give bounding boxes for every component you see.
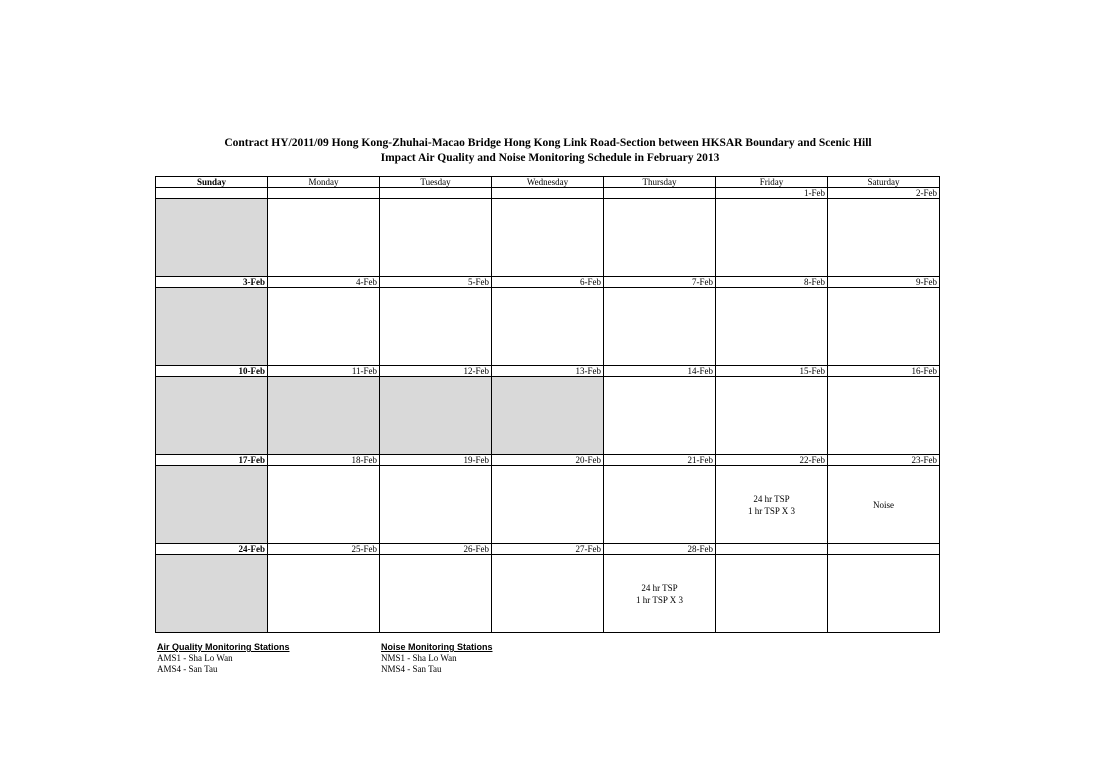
day-cell (604, 377, 716, 454)
day-cell (268, 199, 380, 276)
day-cell (604, 288, 716, 365)
weekday-header-thursday: Thursday (604, 177, 716, 188)
date-label: 8-Feb (716, 277, 828, 288)
weekday-header-friday: Friday (716, 177, 828, 188)
date-label: 17-Feb (156, 455, 268, 466)
schedule-note: 24 hr TSP (753, 493, 790, 504)
day-cell (268, 288, 380, 365)
date-label (492, 188, 604, 199)
day-cell (716, 555, 828, 632)
date-label: 14-Feb (604, 366, 716, 377)
day-cell (268, 555, 380, 632)
date-label: 27-Feb (492, 544, 604, 555)
date-label: 28-Feb (604, 544, 716, 555)
day-cell (268, 466, 380, 543)
weekday-header-saturday: Saturday (828, 177, 939, 188)
day-cell (604, 199, 716, 276)
air-quality-legend (157, 642, 290, 675)
day-cell (828, 199, 939, 276)
noise-legend (381, 642, 493, 675)
week-body-row (156, 466, 939, 544)
date-label: 16-Feb (828, 366, 939, 377)
noise-station-item: NMS4 - San Tau (381, 664, 442, 674)
date-label: 26-Feb (380, 544, 492, 555)
day-cell (380, 288, 492, 365)
week-date-row (156, 544, 939, 555)
date-label: 21-Feb (604, 455, 716, 466)
date-label: 9-Feb (828, 277, 939, 288)
week-date-row (156, 188, 939, 199)
day-cell (156, 555, 268, 632)
date-label: 4-Feb (268, 277, 380, 288)
day-cell (156, 199, 268, 276)
date-label (380, 188, 492, 199)
date-label: 22-Feb (716, 455, 828, 466)
day-cell (716, 377, 828, 454)
weekday-header-monday: Monday (268, 177, 380, 188)
date-label: 18-Feb (268, 455, 380, 466)
date-label: 5-Feb (380, 277, 492, 288)
date-label (828, 544, 939, 555)
week-body-row (156, 199, 939, 277)
date-label: 19-Feb (380, 455, 492, 466)
week-body-row (156, 555, 939, 632)
week-body-row (156, 288, 939, 366)
date-label: 20-Feb (492, 455, 604, 466)
date-label: 3-Feb (156, 277, 268, 288)
day-cell (156, 377, 268, 454)
date-label: 1-Feb (716, 188, 828, 199)
date-label: 13-Feb (492, 366, 604, 377)
date-label: 23-Feb (828, 455, 939, 466)
day-cell (604, 466, 716, 543)
date-label (268, 188, 380, 199)
air-station-item: AMS1 - Sha Lo Wan (157, 653, 233, 663)
schedule-note: Noise (873, 499, 894, 510)
date-label (604, 188, 716, 199)
day-cell (716, 466, 828, 543)
day-cell (156, 466, 268, 543)
schedule-note: 1 hr TSP X 3 (635, 594, 683, 605)
day-cell (268, 377, 380, 454)
date-label: 2-Feb (828, 188, 939, 199)
weekday-header-row (156, 177, 939, 188)
weekday-header-sunday: Sunday (156, 177, 268, 188)
air-station-item: AMS4 - San Tau (157, 664, 218, 674)
date-label: 12-Feb (380, 366, 492, 377)
title-line-2: Impact Air Quality and Noise Monitoring Schedule in February 2013 (380, 152, 720, 164)
week-date-row (156, 366, 939, 377)
weekday-header-wednesday: Wednesday (492, 177, 604, 188)
date-label: 25-Feb (268, 544, 380, 555)
day-cell (380, 377, 492, 454)
title-line-1: Contract HY/2011/09 Hong Kong-Zhuhai-Macao Bridge Hong Kong Link Road-Section between HKSAR Boundary and Scenic Hill (224, 137, 872, 149)
day-cell (828, 466, 939, 543)
calendar-table (155, 176, 940, 633)
day-cell (828, 377, 939, 454)
day-cell (492, 288, 604, 365)
date-label: 15-Feb (716, 366, 828, 377)
day-cell (492, 377, 604, 454)
day-cell (828, 288, 939, 365)
noise-station-item: NMS1 - Sha Lo Wan (381, 653, 457, 663)
day-cell (380, 555, 492, 632)
document-title (0, 136, 1096, 166)
day-cell (492, 466, 604, 543)
day-cell (156, 288, 268, 365)
schedule-note: 24 hr TSP (641, 582, 678, 593)
date-label: 6-Feb (492, 277, 604, 288)
date-label: 11-Feb (268, 366, 380, 377)
day-cell (828, 555, 939, 632)
week-date-row (156, 455, 939, 466)
day-cell (604, 555, 716, 632)
weekday-header-tuesday: Tuesday (380, 177, 492, 188)
date-label (156, 188, 268, 199)
date-label: 7-Feb (604, 277, 716, 288)
day-cell (716, 288, 828, 365)
date-label (716, 544, 828, 555)
day-cell (492, 555, 604, 632)
day-cell (492, 199, 604, 276)
day-cell (380, 199, 492, 276)
noise-legend-heading: Noise Monitoring Stations (381, 642, 493, 652)
schedule-note: 1 hr TSP X 3 (747, 505, 795, 516)
date-label: 24-Feb (156, 544, 268, 555)
week-body-row (156, 377, 939, 455)
week-date-row (156, 277, 939, 288)
day-cell (716, 199, 828, 276)
day-cell (380, 466, 492, 543)
date-label: 10-Feb (156, 366, 268, 377)
air-quality-legend-heading: Air Quality Monitoring Stations (157, 642, 290, 652)
